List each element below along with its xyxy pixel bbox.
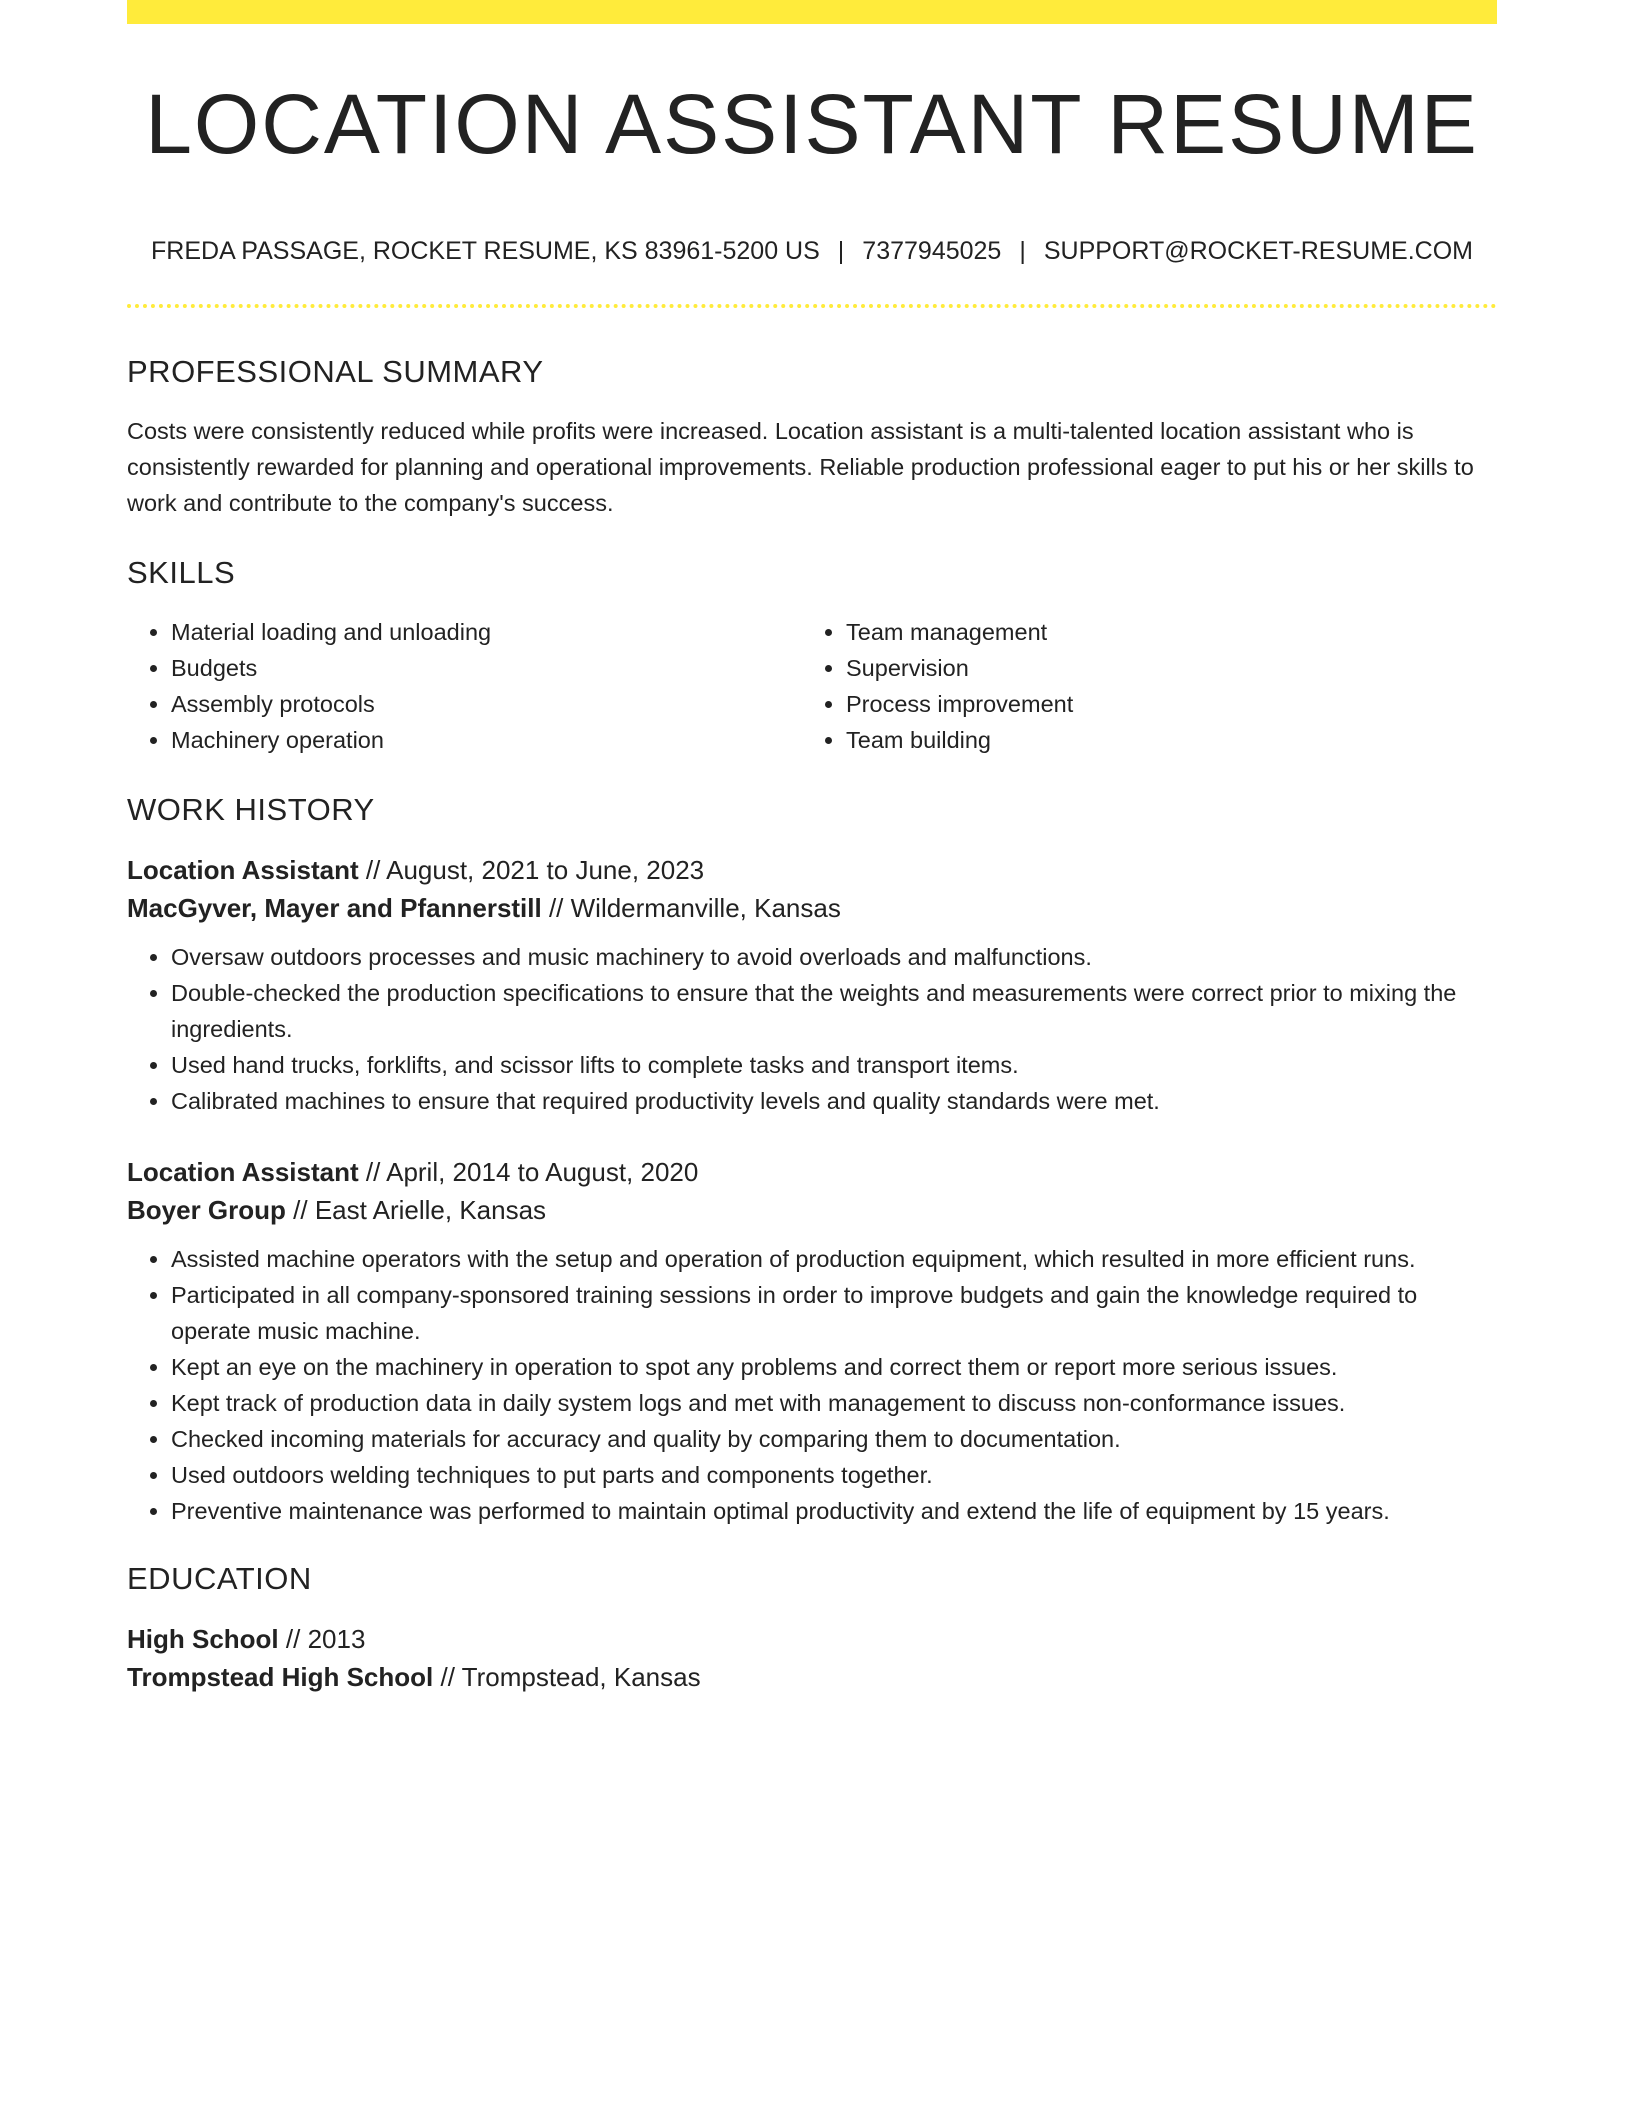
job-bullet: • Checked incoming materials for accuracy and quality by comparing them to documentation. — [171, 1421, 1497, 1457]
contact-separator: | — [1019, 237, 1026, 265]
job-bullet: • Double-checked the production specifications to ensure that the weights and measurements were correct prior to mixing the ingredients. — [171, 975, 1497, 1047]
job-bullet: • Kept track of production data in daily system logs and met with management to discuss non-conformance issues. — [171, 1385, 1497, 1421]
contact-separator: | — [837, 237, 845, 265]
contact-phone: 7377945025 — [862, 237, 1002, 265]
resume-page — [127, 0, 1497, 1696]
job-bullet: • Oversaw outdoors processes and music machinery to avoid overloads and malfunctions. — [171, 939, 1497, 975]
skill-item: • Budgets — [171, 650, 802, 686]
job-bullet: • Participated in all company-sponsored training sessions in order to improve budgets and gain the knowledge required to operate music machine. — [171, 1277, 1497, 1349]
job-bullet: • Kept an eye on the machinery in operation to spot any problems and correct them or report more serious issues. — [171, 1349, 1497, 1385]
education-school: Trompstead High School — [127, 1662, 434, 1692]
skill-item: • Machinery operation — [171, 722, 802, 758]
education-school-line — [127, 1658, 1497, 1696]
education-degree: High School — [127, 1624, 279, 1654]
job-dates: // April, 2014 to August, 2020 — [358, 1157, 699, 1187]
job-bullet: • Calibrated machines to ensure that required productivity levels and quality standards were met. — [171, 1083, 1497, 1119]
job-company: MacGyver, Mayer and Pfannerstill — [127, 893, 542, 923]
contact-address: FREDA PASSAGE, ROCKET RESUME, KS 83961-5200 US — [151, 237, 820, 265]
skill-item: • Assembly protocols — [171, 686, 802, 722]
summary-text: Costs were consistently reduced while profits were increased. Location assistant is a multi-talented location assistant who is consistently rewarded for planning and operational improvements. Reliable production professional eager to put his or her skills to work and contribute to the company's success. — [127, 418, 1474, 516]
job-title-line — [127, 1153, 1497, 1191]
job-dates: // August, 2021 to June, 2023 — [358, 855, 705, 885]
job-title: Location Assistant — [127, 855, 359, 885]
accent-bar — [127, 0, 1497, 24]
summary-heading: PROFESSIONAL SUMMARY — [127, 354, 544, 389]
job-location: // Wildermanville, Kansas — [541, 893, 841, 923]
education-degree-line — [127, 1620, 1497, 1658]
skills-heading: SKILLS — [127, 555, 236, 590]
contact-email: SUPPORT@ROCKET-RESUME.COM — [1043, 237, 1473, 265]
page-title: LOCATION ASSISTANT RESUME — [145, 77, 1479, 171]
job-bullet: • Preventive maintenance was performed to maintain optimal productivity and extend the life of equipment by 15 years. — [171, 1493, 1497, 1529]
job-bullets — [127, 1241, 1497, 1529]
job-entry — [127, 851, 1497, 1119]
job-company: Boyer Group — [127, 1195, 286, 1225]
skills-column-right — [802, 614, 1477, 758]
job-location: // East Arielle, Kansas — [285, 1195, 547, 1225]
skills-column-left — [127, 614, 802, 758]
skill-item: • Process improvement — [846, 686, 1477, 722]
education-location: // Trompstead, Kansas — [433, 1662, 701, 1692]
job-bullet: • Assisted machine operators with the setup and operation of production equipment, which resulted in more efficient runs. — [171, 1241, 1497, 1277]
job-title: Location Assistant — [127, 1157, 359, 1187]
job-company-line — [127, 1191, 1497, 1229]
skill-item: • Team management — [846, 614, 1477, 650]
job-company-line — [127, 889, 1497, 927]
skills-list — [127, 614, 1497, 758]
job-bullet: • Used outdoors welding techniques to put parts and components together. — [171, 1457, 1497, 1493]
job-title-line — [127, 851, 1497, 889]
skill-item: • Material loading and unloading — [171, 614, 802, 650]
skill-item: • Supervision — [846, 650, 1477, 686]
dotted-divider — [127, 304, 1497, 308]
job-entry — [127, 1153, 1497, 1529]
skill-item: • Team building — [846, 722, 1477, 758]
job-bullet: • Used hand trucks, forklifts, and scissor lifts to complete tasks and transport items. — [171, 1047, 1497, 1083]
work-history-heading: WORK HISTORY — [127, 792, 375, 827]
job-bullets — [127, 939, 1497, 1119]
education-heading: EDUCATION — [127, 1561, 312, 1596]
contact-line — [127, 236, 1497, 266]
education-year: // 2013 — [278, 1624, 366, 1654]
